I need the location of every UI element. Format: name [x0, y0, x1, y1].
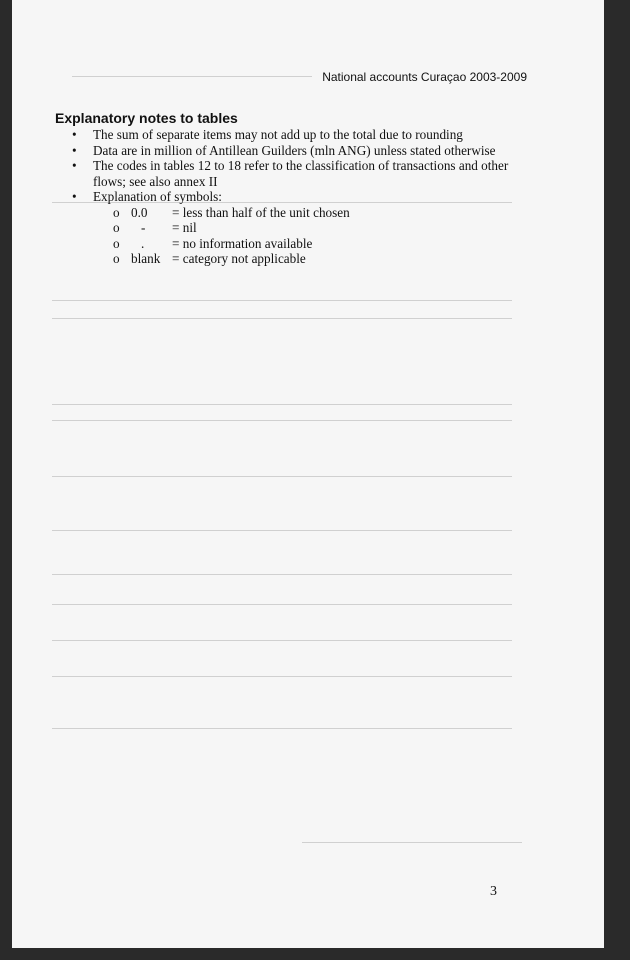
symbol-marker: o: [113, 204, 120, 220]
note-item: [67, 143, 527, 159]
symbol-description: = no information available: [172, 235, 313, 251]
bullet-icon: •: [72, 189, 77, 204]
symbol-marker: o: [113, 220, 120, 235]
symbol-marker: o: [113, 235, 120, 251]
symbol-code: blank: [131, 251, 161, 266]
section-title: Explanatory notes to tables: [55, 110, 238, 126]
symbol-description: = less than half of the unit chosen: [172, 204, 350, 220]
document-page: [12, 0, 604, 948]
bullet-icon: •: [72, 142, 77, 158]
symbol-code: 0.0: [131, 204, 148, 220]
page-number: 3: [490, 884, 497, 899]
symbol-description: = category not applicable: [172, 251, 306, 266]
symbol-code: -: [141, 220, 146, 235]
note-item: [67, 158, 527, 189]
note-item: [67, 189, 527, 267]
running-header: National accounts Curaçao 2003-2009: [322, 70, 527, 84]
symbol-item: [93, 205, 527, 221]
symbol-code: .: [141, 235, 145, 251]
note-item: [67, 127, 527, 143]
symbol-marker: o: [113, 251, 120, 266]
symbol-item: [93, 220, 527, 236]
bullet-icon: •: [72, 127, 77, 142]
symbols-list: [93, 205, 527, 267]
symbol-item: [93, 251, 527, 267]
note-text: The sum of separate items may not add up to the total due to rounding: [93, 127, 463, 142]
note-text: The codes in tables 12 to 18 refer to the classification of transactions and other flows; see also annex II: [93, 158, 509, 189]
note-text: Explanation of symbols:: [93, 189, 222, 204]
note-text: Data are in million of Antillean Guilders (mln ANG) unless stated otherwise: [93, 142, 496, 158]
bullet-icon: •: [72, 158, 77, 173]
symbol-item: [93, 236, 527, 252]
notes-list: [67, 127, 527, 267]
symbol-description: = nil: [172, 220, 197, 235]
